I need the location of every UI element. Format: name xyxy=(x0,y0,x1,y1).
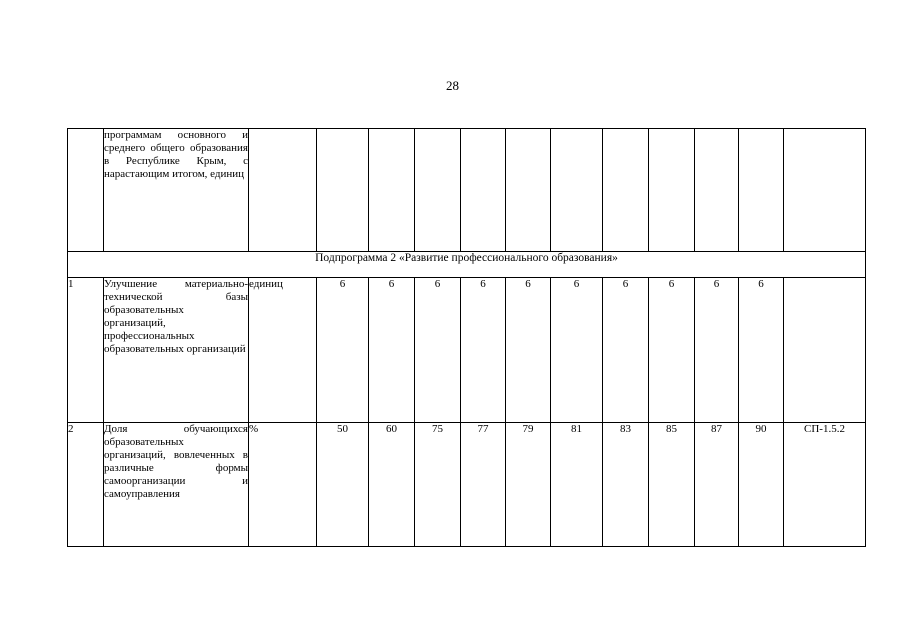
code-cell: СП-1.5.2 xyxy=(784,423,866,547)
value-cell xyxy=(695,129,739,252)
subprogram-title: Подпрограмма 2 «Развитие профессионального образования» xyxy=(68,252,866,278)
indicator-name: программам основного и среднего общего образования в Республике Крым, с нарастающим итогом, единиц xyxy=(104,129,249,252)
value-cell xyxy=(603,129,649,252)
value-cell: 79 xyxy=(506,423,551,547)
value-cell xyxy=(551,129,603,252)
value-cell xyxy=(506,129,551,252)
value-cell: 60 xyxy=(369,423,415,547)
value-cell xyxy=(415,129,461,252)
table-row xyxy=(68,423,866,547)
row-number xyxy=(68,129,104,252)
table-row xyxy=(68,278,866,423)
subprogram-row xyxy=(68,252,866,278)
row-number: 1 xyxy=(68,278,104,423)
unit-cell xyxy=(249,129,317,252)
indicators-table xyxy=(67,128,866,547)
value-cell: 50 xyxy=(317,423,369,547)
indicator-name: Доля обучающихся образовательных организаций, вовлеченных в различные формы самоорганизации и самоуправления xyxy=(104,423,249,547)
value-cell xyxy=(461,129,506,252)
value-cell: 6 xyxy=(695,278,739,423)
value-cell xyxy=(739,129,784,252)
unit-cell: единиц xyxy=(249,278,317,423)
value-cell: 83 xyxy=(603,423,649,547)
row-number: 2 xyxy=(68,423,104,547)
value-cell: 6 xyxy=(415,278,461,423)
value-cell: 6 xyxy=(506,278,551,423)
value-cell: 6 xyxy=(369,278,415,423)
value-cell: 81 xyxy=(551,423,603,547)
table-row xyxy=(68,129,866,252)
value-cell: 85 xyxy=(649,423,695,547)
value-cell: 6 xyxy=(461,278,506,423)
value-cell: 6 xyxy=(317,278,369,423)
value-cell: 6 xyxy=(551,278,603,423)
value-cell xyxy=(649,129,695,252)
value-cell: 75 xyxy=(415,423,461,547)
indicator-name: Улучшение материально-технической базы образовательных организаций, профессиональных образовательных организаций xyxy=(104,278,249,423)
page-number: 28 xyxy=(446,78,459,93)
value-cell: 77 xyxy=(461,423,506,547)
value-cell: 6 xyxy=(603,278,649,423)
value-cell: 90 xyxy=(739,423,784,547)
unit-cell: % xyxy=(249,423,317,547)
value-cell xyxy=(369,129,415,252)
code-cell xyxy=(784,278,866,423)
value-cell: 87 xyxy=(695,423,739,547)
value-cell: 6 xyxy=(739,278,784,423)
value-cell: 6 xyxy=(649,278,695,423)
code-cell xyxy=(784,129,866,252)
value-cell xyxy=(317,129,369,252)
